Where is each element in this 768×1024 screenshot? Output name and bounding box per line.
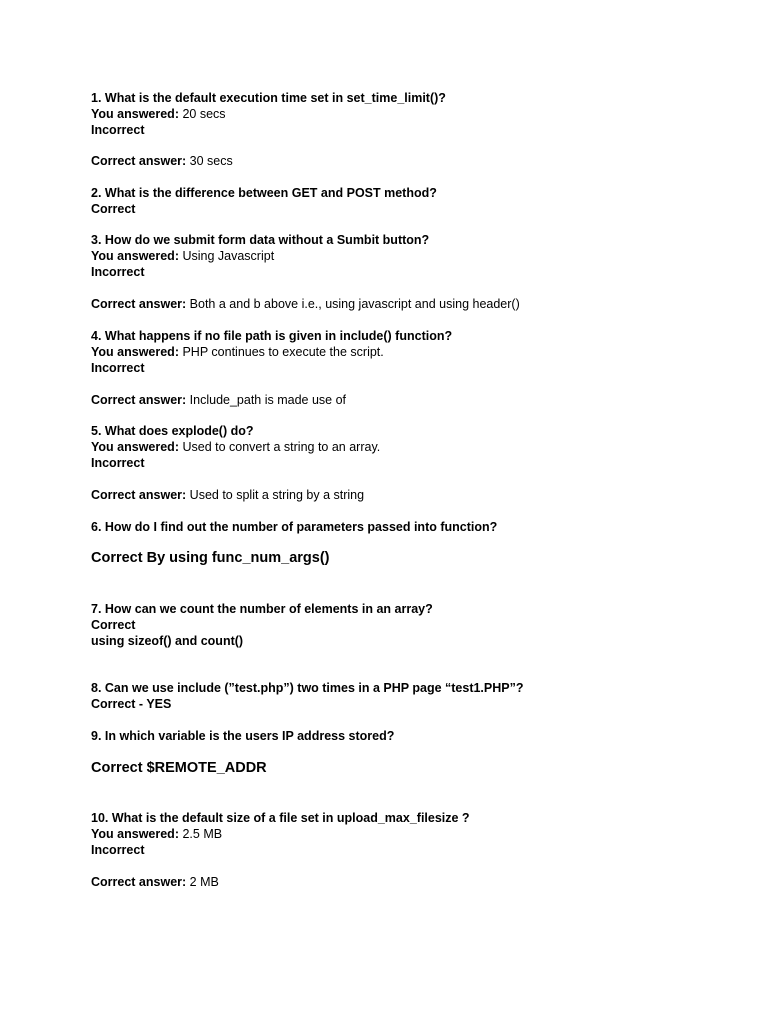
you-answered-label: You answered: — [91, 345, 179, 359]
question-6-text: 6. How do I find out the number of parameters passed into function? — [91, 520, 498, 534]
you-answered-value: Using Javascript — [182, 249, 275, 263]
question-1-text: 1. What is the default execution time set in set_time_limit()? — [91, 91, 446, 105]
question-4-correct-answer — [91, 392, 346, 408]
question-1-result: Incorrect — [91, 123, 145, 137]
correct-answer-value: 30 secs — [189, 154, 233, 168]
correct-answer-value: Used to split a string by a string — [189, 488, 365, 502]
question-3-correct-answer — [91, 296, 520, 312]
question-7-text: 7. How can we count the number of elements in an array? — [91, 602, 433, 616]
question-6-result: Correct By using func_num_args() — [91, 550, 330, 566]
you-answered-label: You answered: — [91, 440, 179, 454]
question-7-result: Correct — [91, 618, 136, 632]
you-answered-value: Used to convert a string to an array. — [182, 440, 381, 454]
correct-answer-label: Correct answer: — [91, 393, 187, 407]
you-answered-value: 2.5 MB — [182, 827, 223, 841]
question-10-you-answered — [91, 826, 222, 842]
question-8-text: 8. Can we use include (”test.php”) two times in a PHP page “test1.PHP”? — [91, 681, 524, 695]
question-7-answer: using sizeof() and count() — [91, 634, 244, 648]
question-5-correct-answer — [91, 487, 364, 503]
you-answered-value: PHP continues to execute the script. — [182, 345, 384, 359]
question-5-you-answered — [91, 439, 380, 455]
question-1-correct-answer — [91, 153, 233, 169]
question-10-result: Incorrect — [91, 843, 145, 857]
you-answered-label: You answered: — [91, 107, 179, 121]
question-3-result: Incorrect — [91, 265, 145, 279]
question-1-you-answered — [91, 106, 226, 122]
question-10-correct-answer — [91, 874, 219, 890]
correct-answer-label: Correct answer: — [91, 154, 187, 168]
question-3-you-answered — [91, 248, 274, 264]
question-4-result: Incorrect — [91, 361, 145, 375]
question-4-text: 4. What happens if no file path is given in include() function? — [91, 329, 453, 343]
question-8-result: Correct - YES — [91, 697, 172, 711]
correct-answer-label: Correct answer: — [91, 875, 187, 889]
question-2-result: Correct — [91, 202, 136, 216]
correct-answer-value: Both a and b above i.e., using javascript and using header() — [189, 297, 520, 311]
question-9-result: Correct $REMOTE_ADDR — [91, 760, 267, 776]
question-10-text: 10. What is the default size of a file set in upload_max_filesize ? — [91, 811, 470, 825]
you-answered-value: 20 secs — [182, 107, 226, 121]
question-5-text: 5. What does explode() do? — [91, 424, 254, 438]
question-3-text: 3. How do we submit form data without a Sumbit button? — [91, 233, 430, 247]
question-2-text: 2. What is the difference between GET and POST method? — [91, 186, 437, 200]
correct-answer-label: Correct answer: — [91, 297, 187, 311]
correct-answer-label: Correct answer: — [91, 488, 187, 502]
you-answered-label: You answered: — [91, 827, 179, 841]
you-answered-label: You answered: — [91, 249, 179, 263]
question-9-text: 9. In which variable is the users IP address stored? — [91, 729, 395, 743]
question-4-you-answered — [91, 344, 384, 360]
correct-answer-value: 2 MB — [189, 875, 219, 889]
correct-answer-value: Include_path is made use of — [189, 393, 347, 407]
question-5-result: Incorrect — [91, 456, 145, 470]
